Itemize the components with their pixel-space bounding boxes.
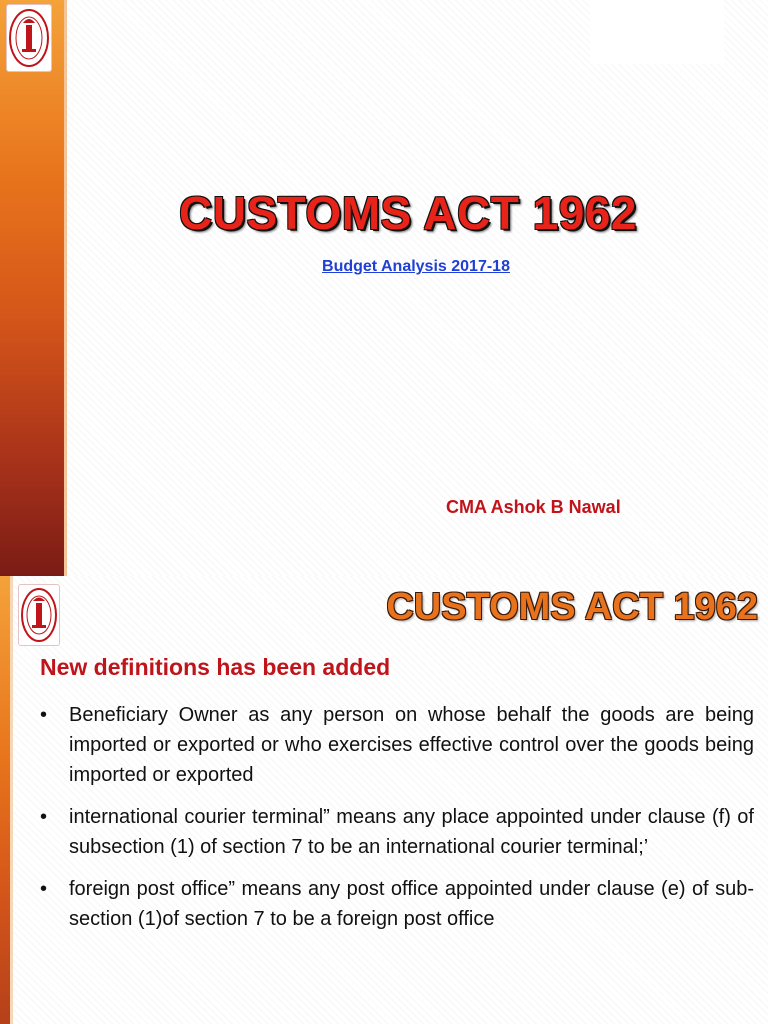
bullet-icon: •	[40, 806, 48, 828]
sidebar-gradient-bar	[0, 0, 64, 576]
slide-title: CUSTOMS ACT 1962	[179, 187, 637, 239]
institute-emblem-logo	[6, 4, 52, 72]
slide-title: CUSTOMS ACT 1962	[386, 586, 758, 628]
sidebar-edge	[10, 576, 13, 1024]
definitions-list	[40, 700, 754, 946]
list-item	[40, 802, 754, 862]
list-item	[40, 874, 754, 934]
bullet-text: international courier terminal” means any place appointed under clause (f) of subsection (1) of section 7 to be an international courier terminal;’	[69, 806, 754, 858]
bullet-text: foreign post office” means any post office appointed under clause (e) of sub-section (1)of section 7 to be a foreign post office	[69, 878, 754, 930]
institute-emblem-logo	[18, 584, 60, 646]
section-heading: New definitions has been added	[40, 654, 391, 680]
sidebar-edge	[64, 0, 67, 576]
list-item	[40, 700, 754, 790]
blank-panel	[590, 0, 724, 64]
sidebar-gradient-bar	[0, 576, 10, 1024]
bullet-icon: •	[40, 704, 48, 726]
budget-analysis-link[interactable]: Budget Analysis 2017-18	[322, 258, 510, 275]
author-name: CMA Ashok B Nawal	[446, 497, 621, 517]
bullet-text: Beneficiary Owner as any person on whose behalf the goods are being imported or exported or who exercises effective control over the goods being imported or exported	[69, 704, 754, 786]
bullet-icon: •	[40, 878, 48, 900]
definitions-slide	[0, 576, 768, 1024]
